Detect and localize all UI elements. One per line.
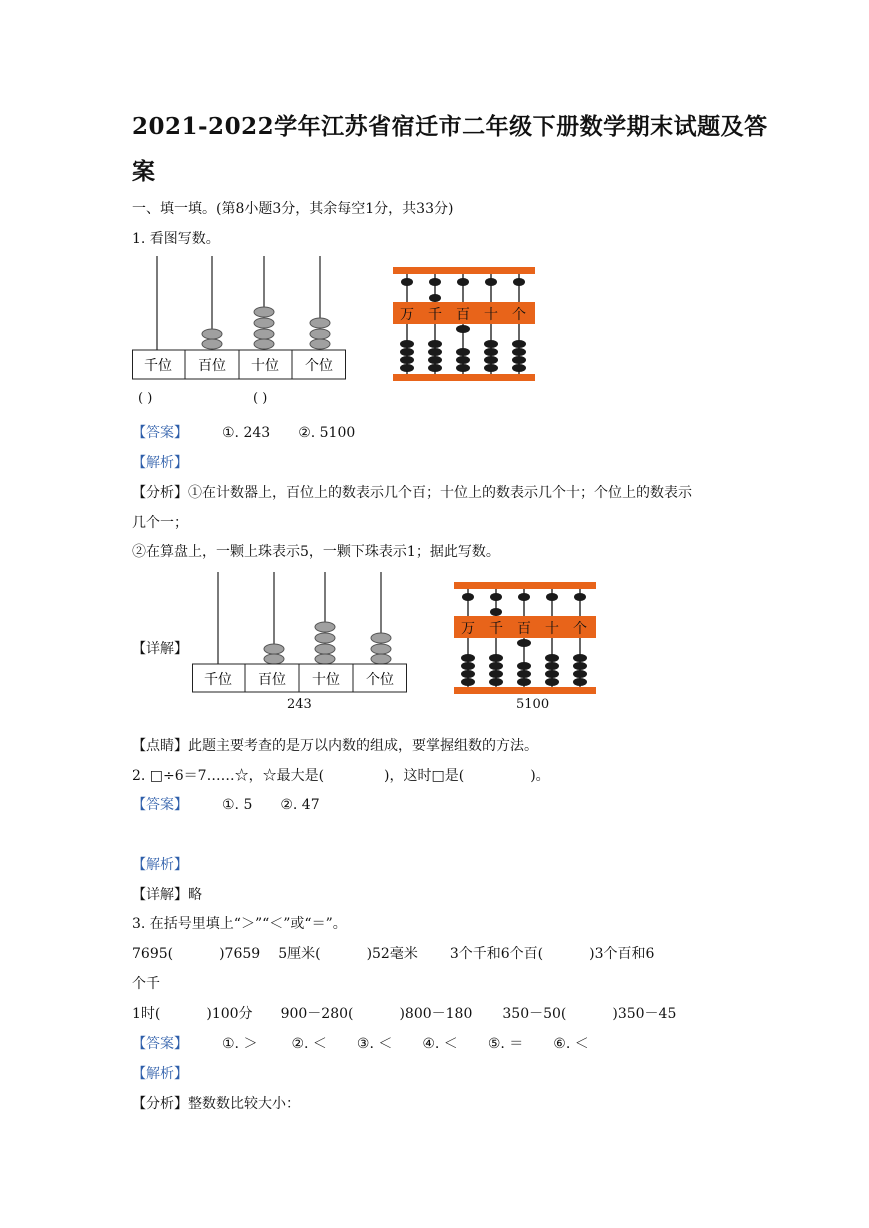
svg-text:十位: 十位 bbox=[312, 672, 340, 688]
counter-figure bbox=[132, 254, 348, 381]
q3-stem: 3. 在括号里填上“＞”“＜”或“＝”。 bbox=[132, 916, 347, 932]
q1-fenxi-line3: ②在算盘上，一颗上珠表示5，一颗下珠表示1；据此写数。 bbox=[132, 544, 500, 560]
q1-answer-2: ②. 5100 bbox=[298, 425, 356, 441]
q3-answer-5: ⑤. ＝ bbox=[487, 1036, 524, 1052]
q3-r2-b: )100分 bbox=[206, 1006, 253, 1022]
q3-answer-6: ⑥. ＜ bbox=[553, 1036, 589, 1052]
label-hundreds: 百位 bbox=[198, 358, 226, 374]
q1-dianjing: 【点睛】此题主要考查的是万以内数的组成，要掌握组数的方法。 bbox=[132, 738, 538, 754]
q3-answer-1: ①. ＞ bbox=[222, 1036, 258, 1052]
q2-stem-b: )，这时□是( bbox=[384, 768, 465, 784]
q1-fenxi-line2: 几个一； bbox=[132, 515, 188, 531]
hundreds-beads bbox=[202, 329, 222, 349]
q2-answer-2: ②. 47 bbox=[280, 797, 320, 813]
q2-answer-tag: 【答案】 bbox=[132, 797, 188, 813]
q1-answer-1: ①. 243 bbox=[222, 425, 271, 441]
q2-detail: 【详解】略 bbox=[132, 887, 202, 903]
svg-text:十: 十 bbox=[484, 307, 498, 323]
detail-counter-figure bbox=[192, 570, 408, 694]
label-ones: 个位 bbox=[305, 358, 333, 374]
q3-r2-e: 350－50( bbox=[502, 1006, 567, 1022]
q1-detail-tag: 【详解】 bbox=[132, 641, 188, 657]
q2-jiexi: 【解析】 bbox=[132, 857, 188, 873]
label-thousands: 千位 bbox=[144, 358, 172, 374]
detail-caption-right: 5100 bbox=[516, 697, 550, 712]
svg-text:千: 千 bbox=[489, 621, 503, 637]
svg-text:百: 百 bbox=[517, 621, 531, 637]
svg-text:百: 百 bbox=[456, 307, 470, 323]
q3-r1-d: )52毫米 bbox=[366, 946, 418, 962]
q3-r2-d: )800－180 bbox=[399, 1006, 473, 1022]
q3-r1-a: 7695( bbox=[132, 946, 174, 962]
q3-answer-2: ②. ＜ bbox=[291, 1036, 327, 1052]
svg-text:千位: 千位 bbox=[204, 672, 232, 688]
document-title-line1: 2021-2022学年江苏省宿迁市二年级下册数学期末试题及答 bbox=[132, 113, 768, 140]
q3-r1-e: 3个千和6个百( bbox=[449, 946, 544, 962]
q3-answer-3: ③. ＜ bbox=[356, 1036, 393, 1052]
svg-text:万: 万 bbox=[461, 621, 475, 637]
document-title-line2: 案 bbox=[132, 158, 156, 185]
abacus-figure bbox=[393, 267, 535, 381]
q3-r1-b: )7659 bbox=[219, 946, 261, 962]
q1-blank-left: ( ) bbox=[138, 391, 153, 406]
svg-text:个位: 个位 bbox=[366, 672, 394, 688]
q2-answer-1: ①. 5 bbox=[222, 797, 253, 813]
q3-r2-a: 1时( bbox=[132, 1006, 161, 1022]
svg-text:千: 千 bbox=[428, 307, 442, 323]
detail-caption-left: 243 bbox=[287, 697, 312, 712]
svg-text:百位: 百位 bbox=[258, 672, 286, 688]
q3-r2-c: 900－280( bbox=[280, 1006, 354, 1022]
ones-beads bbox=[310, 318, 330, 349]
label-tens: 十位 bbox=[251, 358, 279, 374]
q1-answer-tag: 【答案】 bbox=[132, 425, 188, 441]
q1-fenxi-line1: 【分析】①在计数器上，百位上的数表示几个百；十位上的数表示几个十；个位上的数表示 bbox=[132, 485, 692, 501]
q3-answer-tag: 【答案】 bbox=[132, 1036, 188, 1052]
q3-r1-c: 5厘米( bbox=[278, 946, 321, 962]
q3-answer-4: ④. ＜ bbox=[422, 1036, 458, 1052]
section-heading: 一、填一填。(第8小题3分，其余每空1分，共33分) bbox=[132, 201, 454, 217]
q3-row1-cont: 个千 bbox=[132, 976, 160, 992]
q3-r1-f: )3个百和6 bbox=[589, 946, 655, 962]
q2-stem-c: )。 bbox=[530, 768, 550, 784]
svg-text:个: 个 bbox=[512, 307, 526, 323]
q3-jiexi: 【解析】 bbox=[132, 1066, 188, 1082]
q2-stem-a: 2. □÷6＝7……☆，☆最大是( bbox=[132, 768, 325, 784]
q1-blank-right: ( ) bbox=[253, 391, 268, 406]
svg-text:十: 十 bbox=[545, 621, 559, 637]
detail-abacus-figure bbox=[454, 582, 596, 694]
svg-text:万: 万 bbox=[400, 307, 414, 323]
tens-beads bbox=[254, 307, 274, 349]
q3-r2-f: )350－45 bbox=[612, 1006, 677, 1022]
q3-fenxi: 【分析】整数数比较大小： bbox=[132, 1096, 300, 1112]
svg-text:个: 个 bbox=[573, 621, 587, 637]
q1-jiexi: 【解析】 bbox=[132, 455, 188, 471]
q1-stem: 1. 看图写数。 bbox=[132, 231, 220, 247]
